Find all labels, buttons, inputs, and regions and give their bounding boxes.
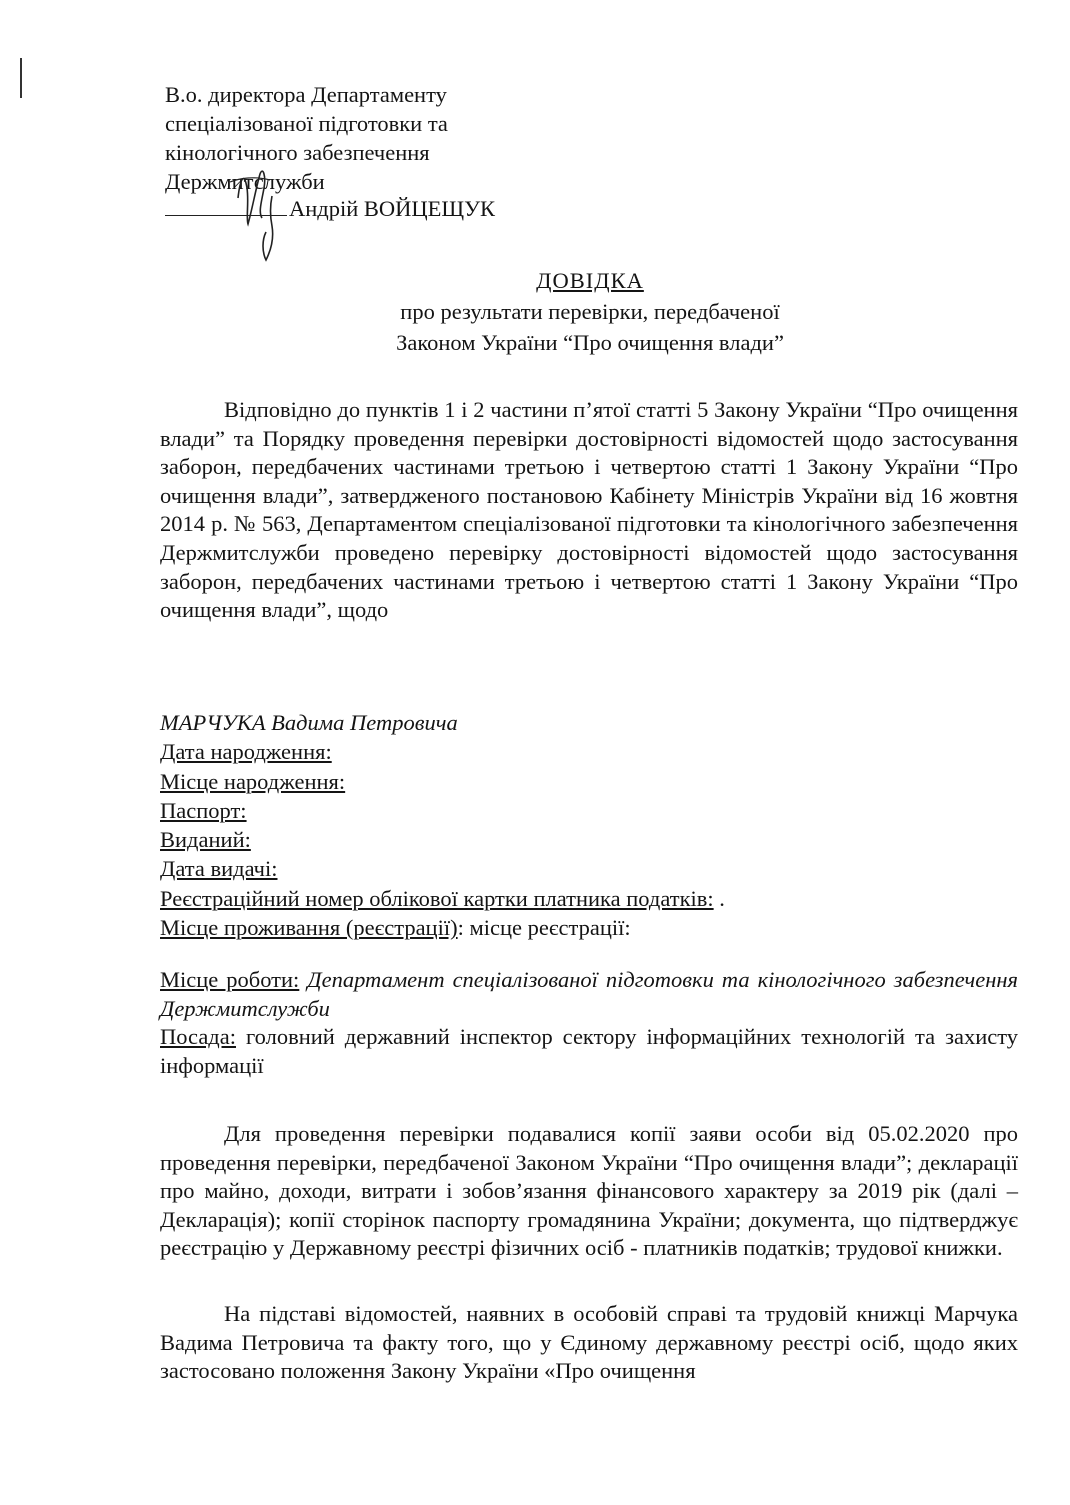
- paragraph-text: На підставі відомостей, наявних в особовій справі та трудовій книжці Марчука Вадима Петровича та факту того, що у Єдиному державному реєстрі осіб, щодо яких застосовано положення Закону України «Про очищення: [160, 1301, 1018, 1384]
- handwritten-signature: [200, 140, 310, 265]
- signatory-name: Андрій ВОЙЦЕЩУК: [289, 196, 496, 221]
- residence-value: : місце реєстрації:: [457, 915, 631, 941]
- work-value: Департамент спеціалізованої підготовки та кінологічного забезпечення Держмитслужби: [160, 967, 1018, 1021]
- paragraph-basis: [160, 396, 1018, 625]
- paragraph-documents: [160, 1120, 1018, 1263]
- birth-place-label: Місце народження:: [160, 768, 346, 794]
- passport-label: Паспорт:: [160, 797, 247, 823]
- document-header: [300, 265, 880, 358]
- paragraph-grounds: [160, 1300, 1018, 1386]
- document-subtitle: про результати перевірки, передбаченої: [400, 299, 780, 324]
- passport-row: [160, 796, 1020, 825]
- person-name: МАРЧУКА Вадима Петровича: [160, 710, 458, 735]
- paragraph-text: Відповідно до пунктів 1 і 2 частини п’ятої статті 5 Закону України “Про очищення влади” та Порядку проведення перевірки достовірності відомостей щодо застосування заборон, передбачених частинами третьою і четвертою статті 1 Закону України “Про очищення влади”, затвердженого постановою Кабінету Міністрів України від 16 жовтня 2014 р. № 563, Департаментом спеціалізованої підготовки та кінологічного забезпечення Держмитслужби проведено перевірку достовірності відомостей щодо застосування заборон, передбачених частинами третьою і четвертою статті 1 Закону України “Про очищення влади”, щодо: [160, 397, 1018, 623]
- position-row: [160, 1023, 1018, 1080]
- issued-label: Виданий:: [160, 827, 251, 853]
- residence-row: [160, 913, 1020, 942]
- approval-line: Держмитслужби: [165, 169, 325, 194]
- birth-date-label: Дата народження:: [160, 739, 332, 765]
- issued-row: [160, 825, 1020, 854]
- birth-date-row: [160, 737, 1020, 766]
- work-label: Місце роботи:: [160, 967, 300, 992]
- approval-line: кінологічного забезпечення: [165, 140, 430, 165]
- tax-number-label: Реєстраційний номер облікової картки платника податків:: [160, 885, 714, 911]
- tax-number-value: .: [719, 885, 725, 911]
- document-title: ДОВІДКА: [536, 268, 644, 293]
- approval-line: В.о. директора Департаменту: [165, 82, 447, 107]
- position-label: Посада:: [160, 1024, 236, 1050]
- tax-number-row: [160, 884, 1020, 913]
- approval-line: спеціалізованої підготовки та: [165, 111, 448, 136]
- issue-date-row: [160, 854, 1020, 883]
- margin-mark: [20, 58, 22, 98]
- person-details: [160, 708, 1020, 942]
- paragraph-text: Для проведення перевірки подавалися копії заяви особи від 05.02.2020 про проведення перевірки, передбаченої Законом України “Про очищення влади”; декларації про майно, доходи, витрати і зобов’язання фінансового характеру за 2019 рік (далі – Декларація); копії сторінок паспорту громадянина України; документа, що підтверджує реєстрацію у Державному реєстрі фізичних осіб - платників податків; трудової книжки.: [160, 1121, 1018, 1261]
- issue-date-label: Дата видачі:: [160, 856, 278, 882]
- work-row: [160, 966, 1018, 1023]
- position-value: головний державний інспектор сектору інформаційних технологій та захисту інформації: [160, 1024, 1019, 1078]
- birth-place-row: [160, 767, 1020, 796]
- document-subtitle: Законом України “Про очищення влади”: [396, 330, 784, 355]
- residence-label: Місце проживання (реєстрації): [160, 915, 458, 941]
- employment-details: [160, 966, 1018, 1080]
